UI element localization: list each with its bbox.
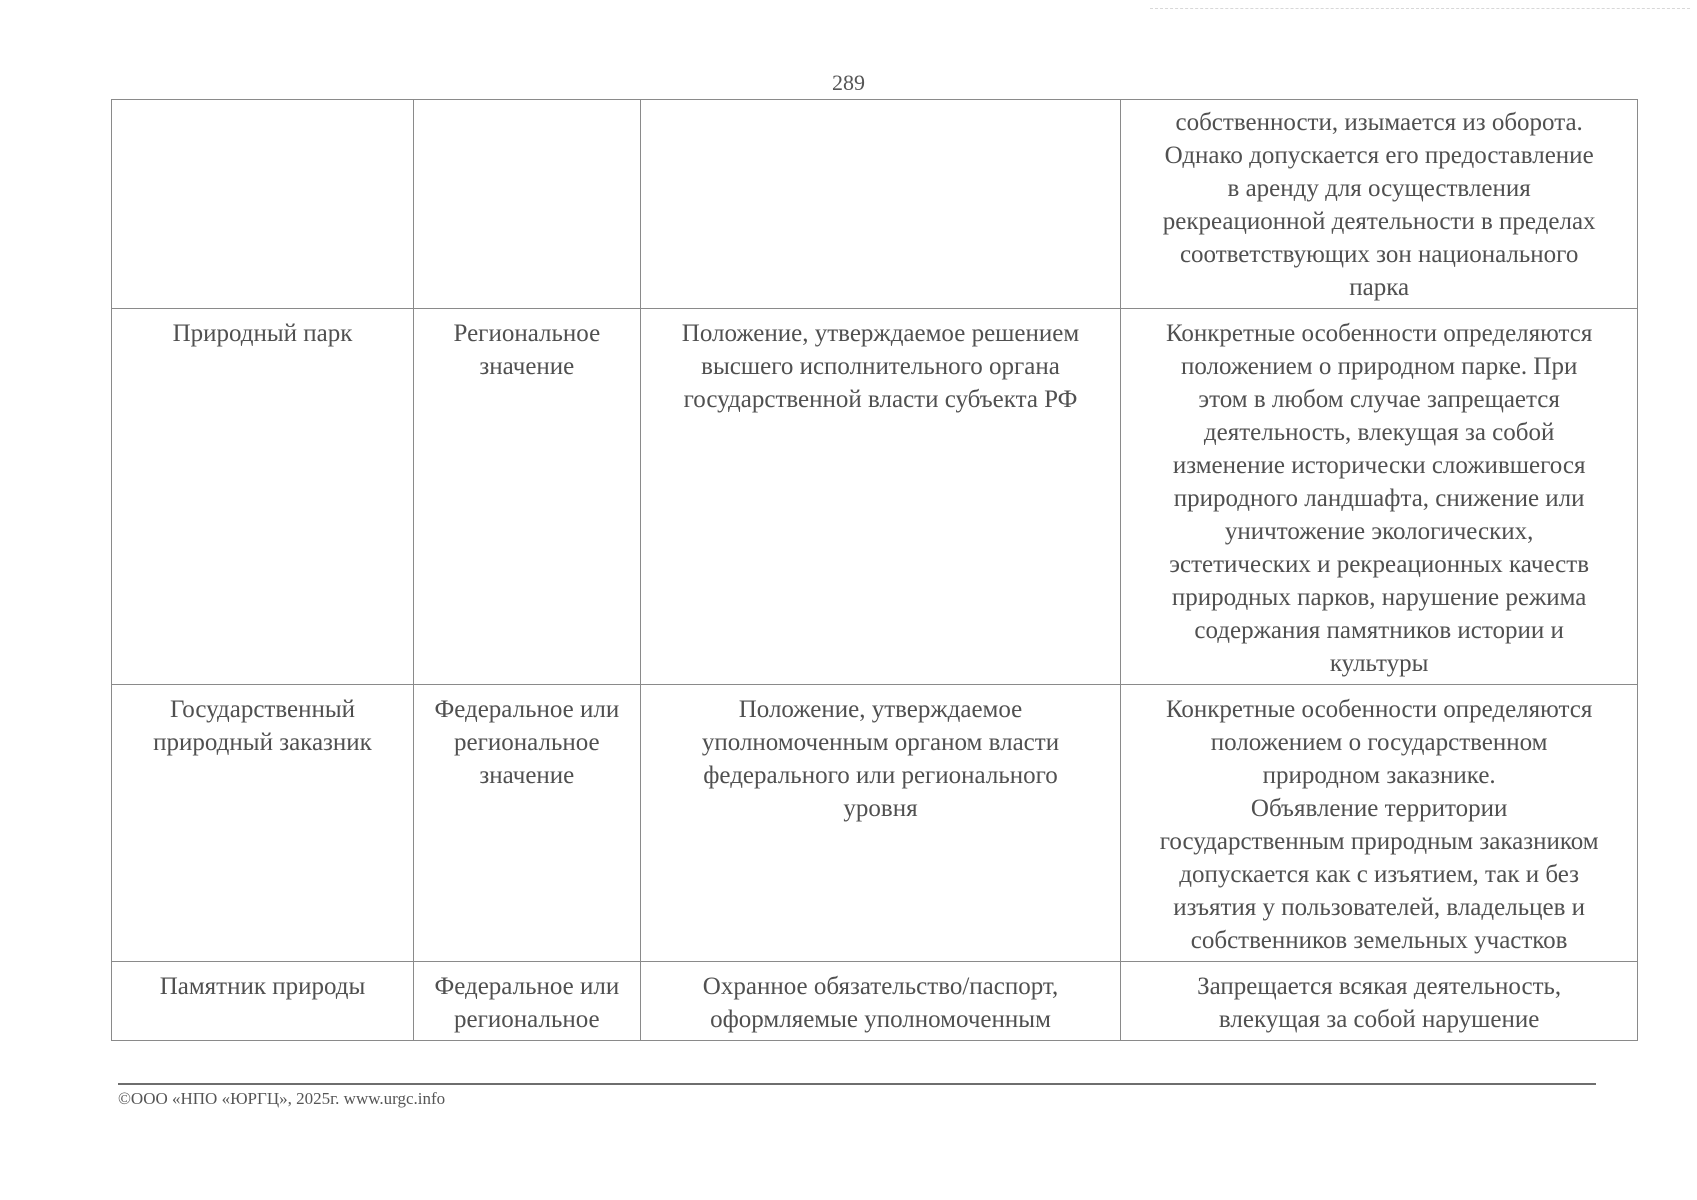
footer-divider [118, 1083, 1596, 1085]
table-cell-type: Природный парк [112, 309, 414, 685]
table-row [112, 685, 1638, 962]
table-cell-type [112, 100, 414, 309]
table-cell-significance: Региональное значение [413, 309, 640, 685]
table-cell-regime: Конкретные особенности определяются положением о государственном природном заказнике. Объявление территории государственным природным заказником допускается как с изъятием, так и без изъятия у пользователей, владельцев и собственников земельных участков [1121, 685, 1638, 962]
table-cell-type: Государственный природный заказник [112, 685, 414, 962]
table-cell-document [640, 100, 1121, 309]
scan-artifact [1150, 8, 1690, 12]
page-number: 289 [832, 70, 865, 95]
table-cell-document: Положение, утверждаемое решением высшего исполнительного органа государственной власти субъекта РФ [640, 309, 1121, 685]
table-cell-significance [413, 100, 640, 309]
table-row [112, 309, 1638, 685]
table-cell-regime: собственности, изымается из оборота. Однако допускается его предоставление в аренду для осуществления рекреационной деятельности в пределах соответствующих зон национального парка [1121, 100, 1638, 309]
table-cell-document: Охранное обязательство/паспорт, оформляемые уполномоченным [640, 962, 1121, 1041]
table-cell-regime: Конкретные особенности определяются положением о природном парке. При этом в любом случае запрещается деятельность, влекущая за собой изменение исторически сложившегося природного ландшафта, снижение или уничтожение экологических, эстетических и рекреационных качеств природных парков, нарушение режима содержания памятников истории и культуры [1121, 309, 1638, 685]
table-cell-significance: Федеральное или региональное [413, 962, 640, 1041]
table-cell-document: Положение, утверждаемое уполномоченным органом власти федерального или регионального уровня [640, 685, 1121, 962]
table-cell-significance: Федеральное или региональное значение [413, 685, 640, 962]
table-row [112, 100, 1638, 309]
table-cell-type: Памятник природы [112, 962, 414, 1041]
protected-areas-table [111, 99, 1638, 1041]
footer-copyright: ©ООО «НПО «ЮРГЦ», 2025г. www.urgc.info [118, 1089, 446, 1108]
table-cell-regime: Запрещается всякая деятельность, влекущая за собой нарушение [1121, 962, 1638, 1041]
table-row [112, 962, 1638, 1041]
